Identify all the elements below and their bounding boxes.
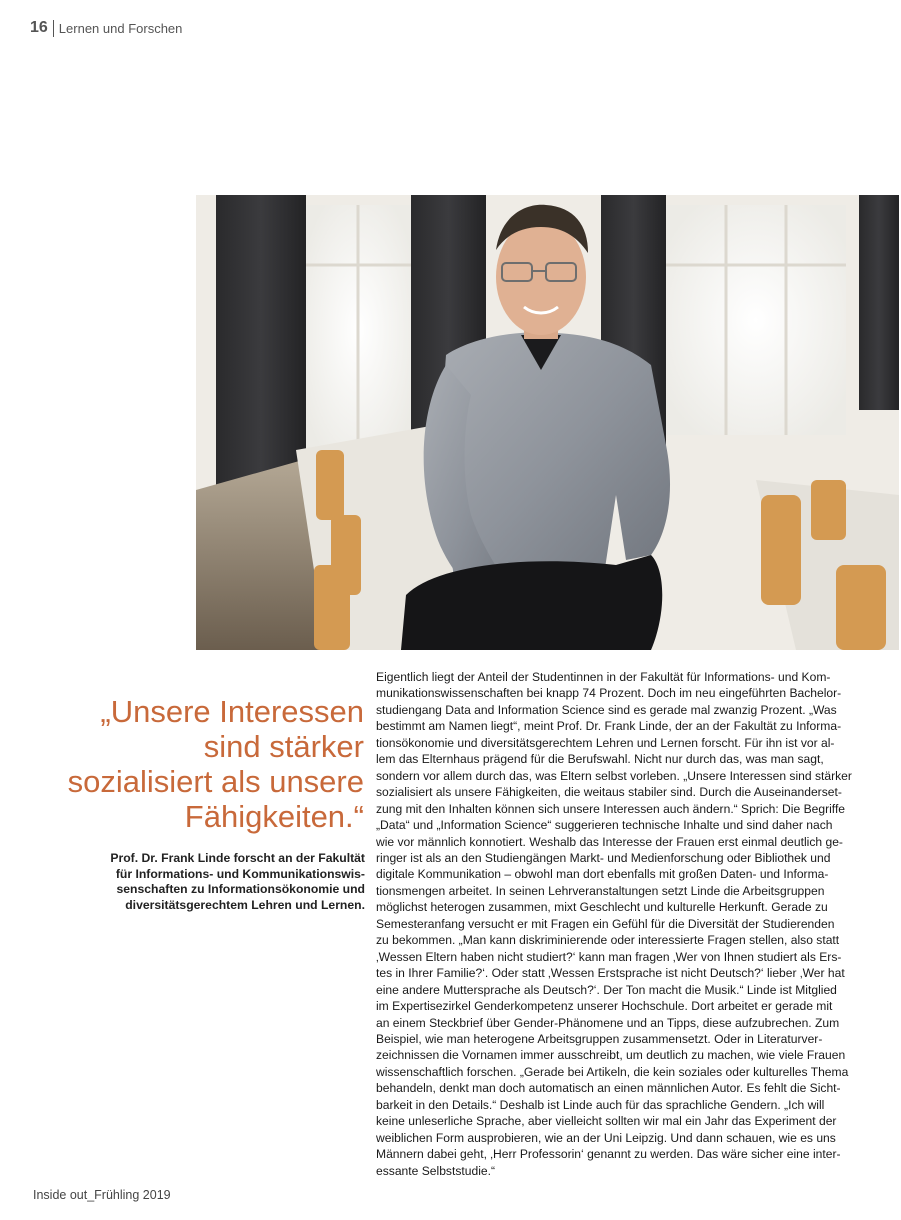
body-line: Beispiel, wie man heterogene Arbeitsgruppen zusammensetzt. Oder in Literaturver-	[376, 1031, 823, 1046]
header-divider	[53, 20, 54, 37]
body-line: ringer ist als an den Studiengängen Markt- und Medienforschung oder Bibliothek und	[376, 850, 831, 865]
body-line: behandeln, denkt man doch automatisch an einen männlichen Autor. Es fehlt die Sicht-	[376, 1081, 841, 1096]
pull-quote-line: sind stärker	[203, 729, 364, 764]
section-title: Lernen und Forschen	[58, 20, 183, 36]
body-line: wie vor männlich konnotiert. Weshalb das Interesse der Frauen erst einmal deutlich ge-	[376, 834, 843, 849]
body-line: im Expertisezirkel Genderkompetenz unserer Hochschule. Dort arbeitet er gerade mit	[376, 999, 833, 1014]
body-line: essante Selbststudie.“	[376, 1163, 495, 1178]
body-line: tes in Ihrer Familie?‘. Oder statt ‚Wessen Erstsprache ist nicht Deutsch?‘ lieber ‚Wer hat	[376, 966, 845, 981]
pull-quote-line: Fähigkeiten.“	[184, 799, 364, 834]
caption-line: für Informations- und Kommunikationswis-	[115, 866, 365, 881]
page-header	[30, 17, 182, 39]
body-line: studiengang Data and Information Science sind es gerade mal zwanzig Prozent. „Was	[376, 702, 837, 717]
body-line: lem das Elternhaus prägend für die Berufswahl. Nicht nur durch das, was man sagt,	[376, 752, 824, 767]
body-line: zu bekommen. „Man kann diskriminierende oder interessierte Fragen stellen, also statt	[376, 933, 840, 948]
body-line: tionsökonomie und diversitätsgerechtem Lehren und Lernen forscht. Für ihn ist vor al-	[376, 735, 835, 750]
body-line: digitale Kommunikation – obwohl man dort ebenfalls mit großen Daten- und Informa-	[376, 867, 829, 882]
body-line: weiblichen Form ausprobieren, wie an der Uni Leipzig. Und dann schauen, wie es uns	[376, 1130, 836, 1145]
caption-line: senschaften zu Informationsökonomie und	[116, 882, 365, 897]
body-line: keine unleserliche Sprache, aber vielleicht sollten wir mal ein Jahr das Experiment der	[376, 1114, 837, 1129]
body-line: zung mit den Inhalten können sich unsere Interessen auch ändern.“ Sprich: Die Begriffe	[376, 801, 846, 816]
body-line: Semesteranfang versucht er mit Fragen ein Gefühl für die Diversität der Studierenden	[376, 916, 835, 931]
body-line: sozialisiert als unsere Fähigkeiten, die weitaus stabiler sind. Durch die Auseinanderset-	[376, 785, 842, 800]
body-line: sondern vor allem durch das, was Eltern selbst vorleben. „Unsere Interessen sind stärker	[376, 768, 852, 783]
article-body	[376, 669, 852, 1179]
pull-quote-line: sozialisiert als unsere	[67, 764, 364, 799]
body-line: möglichst heterogen zusammen, mixt Geschlecht und kulturelle Herkunft. Gerade zu	[376, 900, 828, 915]
pull-quote	[64, 694, 364, 834]
pull-quote-line: „Unsere Interessen	[100, 694, 364, 729]
body-line: „Data“ und „Information Science“ suggerieren technische Inhalte und sind daher nach	[376, 818, 833, 833]
body-line: eine andere Muttersprache als Deutsch?‘. Der Ton macht die Musik.“ Linde ist Mitglied	[376, 982, 837, 997]
body-line: Eigentlich liegt der Anteil der Studentinnen in der Fakultät für Informations- und Kom-	[376, 670, 831, 684]
caption-line: diversitätsgerechtem Lehren und Lernen.	[125, 897, 365, 912]
page-footer: Inside out_Frühling 2019	[33, 1188, 171, 1202]
portrait-photo	[196, 195, 899, 650]
page-number: 16	[30, 19, 48, 36]
body-line: ‚Wessen Eltern haben nicht studiert?‘ kann man fragen ‚Wer von Ihnen studiert als Ers-	[376, 949, 842, 964]
body-line: zeichnissen die Vornamen immer ausschreibt, um deutlich zu machen, wie viele Frauen	[376, 1048, 846, 1063]
caption-line: Prof. Dr. Frank Linde forscht an der Fakultät	[110, 851, 365, 865]
body-line: wissenschaftlich forschen. „Gerade bei Artikeln, die kein soziales oder kulturelles Thema	[376, 1064, 849, 1079]
photo-caption	[60, 851, 365, 913]
body-line: Männern dabei geht, ‚Herr Professorin‘ genannt zu werden. Das wäre sicher eine inter-	[376, 1147, 841, 1162]
portrait-illustration	[196, 195, 899, 650]
body-line: tionsmengen arbeitet. In seinen Lehrveranstaltungen setzt Linde die Arbeitsgruppen	[376, 883, 825, 898]
body-line: bestimmt am Namen liegt“, meint Prof. Dr. Frank Linde, der an der Fakultät zu Informa-	[376, 719, 842, 734]
body-line: munikationswissenschaften bei knapp 74 Prozent. Doch im neu eingeführten Bachelor-	[376, 686, 842, 701]
body-line: barkeit in den Details.“ Deshalb ist Linde auch für das sprachliche Gendern. „Ich will	[376, 1097, 825, 1112]
body-line: an einem Steckbrief über Gender-Phänomene und an Tipps, diese aufzubrechen. Zum	[376, 1015, 840, 1030]
